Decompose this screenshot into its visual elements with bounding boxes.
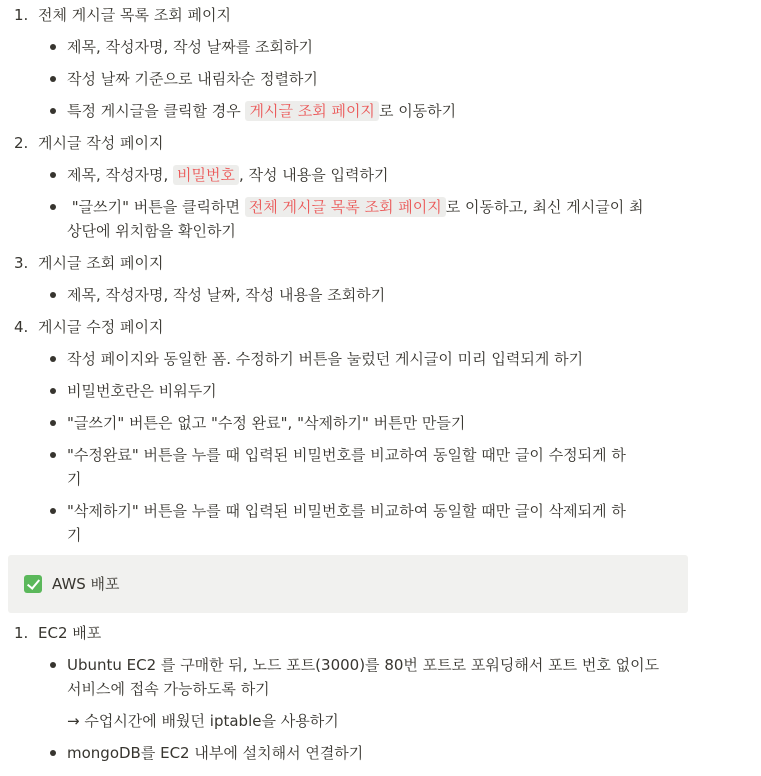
bullet-icon <box>50 35 62 59</box>
bullet-icon <box>50 653 62 677</box>
note-line: → 수업시간에 배웠던 iptable을 사용하기 <box>67 712 339 730</box>
list-item-ec2 <box>14 621 694 645</box>
section-title: 게시글 작성 페이지 <box>38 134 164 152</box>
list-item: 제목, 작성자명, 비밀번호 , 작성 내용을 입력하기 <box>67 166 389 184</box>
list-item: 제목, 작성자명, 작성 날짜, 작성 내용을 조회하기 <box>67 286 386 304</box>
bullet-icon <box>50 99 62 123</box>
bullet-icon <box>50 443 62 467</box>
list-item: 작성 페이지와 동일한 폼. 수정하기 버튼을 눌렀던 게시글이 미리 입력되게 하기 <box>67 350 584 368</box>
list-item: "삭제하기" 버튼을 누를 때 입력된 비밀번호를 비교하여 동일할 때만 글이 삭제되게 하 기 <box>67 502 626 544</box>
list-item: Ubuntu EC2 를 구매한 뒤, 노드 포트(3000)를 80번 포트로 포워딩해서 포트 번호 없이도 서비스에 접속 가능하도록 하기 → 수업시간에 배웠던 iptable을 사용하기 <box>67 653 687 733</box>
list-item: 비밀번호란은 비워두기 <box>67 382 217 400</box>
section-title: EC2 배포 <box>38 624 102 642</box>
list-item-section-4 <box>14 315 694 339</box>
list-item: mongoDB를 EC2 내부에 설치해서 연결하기 <box>67 744 364 762</box>
bullet-icon <box>50 67 62 91</box>
check-mark-icon <box>24 575 42 593</box>
bullet-icon <box>50 283 62 307</box>
list-item: "수정완료" 버튼을 누를 때 입력된 비밀번호를 비교하여 동일할 때만 글이 수정되게 하 기 <box>67 446 626 488</box>
list-number: 1. <box>14 624 29 642</box>
bullet-icon <box>50 741 62 765</box>
list-number: 3. <box>14 254 29 272</box>
bullet-icon <box>50 347 62 371</box>
section-title: 전체 게시글 목록 조회 페이지 <box>38 6 231 24</box>
list-item-section-3 <box>14 251 694 275</box>
bullet-icon <box>50 379 62 403</box>
callout-text: AWS 배포 <box>52 575 120 593</box>
bullet-icon <box>50 499 62 523</box>
inline-code: 게시글 조회 페이지 <box>245 101 378 121</box>
list-number: 2. <box>14 134 29 152</box>
bullet-icon <box>50 411 62 435</box>
inline-code: 전체 게시글 목록 조회 페이지 <box>245 197 446 217</box>
list-item: 제목, 작성자명, 작성 날짜를 조회하기 <box>67 38 313 56</box>
list-item-section-2 <box>14 131 694 155</box>
bullet-icon <box>50 163 62 187</box>
list-item: "글쓰기" 버튼을 클릭하면 전체 게시글 목록 조회 페이지 로 이동하고, 최신 게시글이 최 상단에 위치함을 확인하기 <box>67 198 644 240</box>
list-item: 특정 게시글을 클릭할 경우 게시글 조회 페이지 로 이동하기 <box>67 102 457 120</box>
section-title: 게시글 조회 페이지 <box>38 254 164 272</box>
bullet-icon <box>50 195 62 219</box>
list-number: 4. <box>14 318 29 336</box>
list-item-section-1 <box>14 3 694 27</box>
list-item: 작성 날짜 기준으로 내림차순 정렬하기 <box>67 70 318 88</box>
section-title: 게시글 수정 페이지 <box>38 318 164 336</box>
aws-callout <box>8 555 688 613</box>
inline-code: 비밀번호 <box>173 165 239 185</box>
list-number: 1. <box>14 6 29 24</box>
list-item: "글쓰기" 버튼은 없고 "수정 완료", "삭제하기" 버튼만 만들기 <box>67 414 466 432</box>
